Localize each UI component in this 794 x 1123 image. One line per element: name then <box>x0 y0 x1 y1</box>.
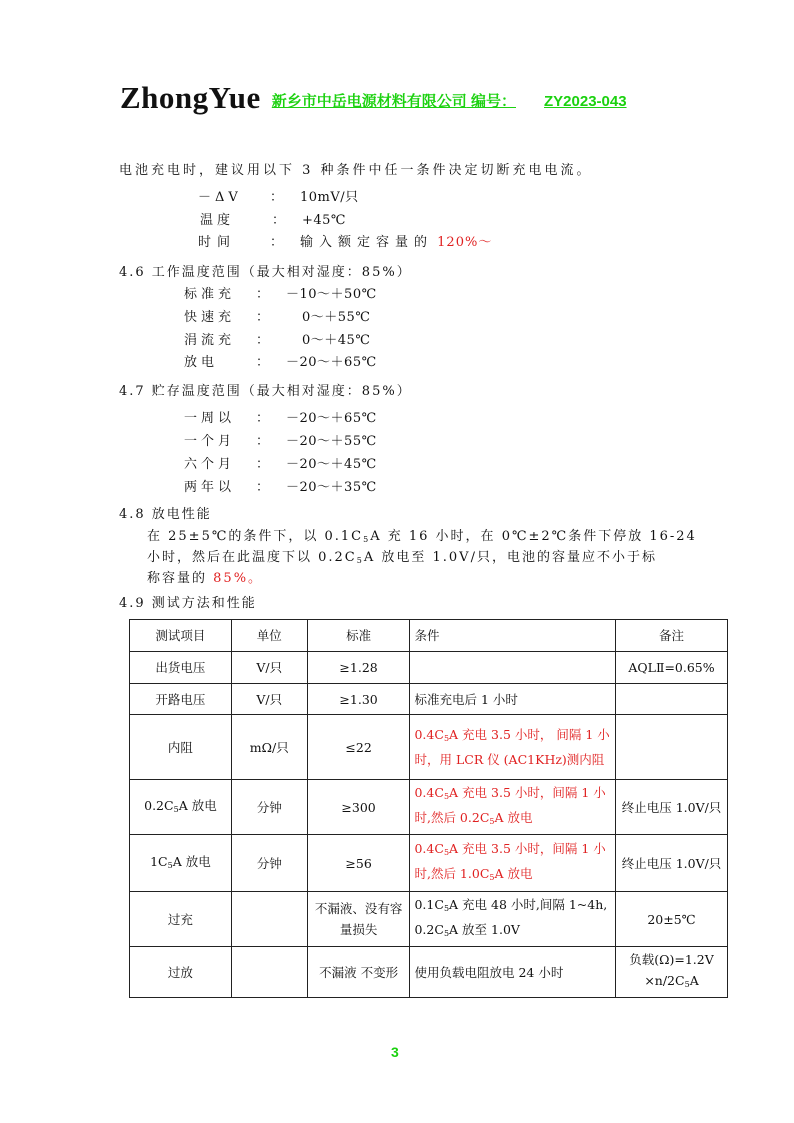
storage-row: 一周以 ： －20～＋65℃ <box>184 411 377 426</box>
company-line <box>272 93 627 110</box>
temp-row: 标准充 ： －10～＋50℃ <box>184 287 377 302</box>
table-row: $1C_5A$ 放电 分钟 ≥56 $0.4C_5A$ 充电 3.5 小时，间隔 1 小时,然后 $1.0C_5A$ 放电 终止电压 1.0V/只 <box>130 835 728 892</box>
section-4-7-title: 4.7 贮存温度范围（最大相对湿度：85%） <box>119 384 412 399</box>
table-row: 过放 不漏液 不变形 使用负载电阻放电 24 小时 负载$(\Omega)=1.2V \times n/2C_5A$ <box>130 947 728 998</box>
cutoff-time-value: 120%～ <box>437 235 493 250</box>
table-header: 标准 <box>307 620 410 652</box>
temp-row: 涓流充 ： 0～＋45℃ <box>184 333 371 348</box>
cutoff-key: 时间 <box>198 235 237 250</box>
table-row: 出货电压 V/只 ≥1.28 AQLⅡ=0.65% <box>130 652 728 684</box>
table-header: 条件 <box>410 620 616 652</box>
section-4-8-title: 4.8 放电性能 <box>119 507 212 522</box>
table-row: 内阻 mΩ/只 ≤22 $0.4C_5A$ 充电 3.5 小时， 间隔 1 小时，用 LCR 仪 (AC1KHz)测内阻 <box>130 715 728 780</box>
section-4-6-title: 4.6 工作温度范围（最大相对湿度：85%） <box>119 265 412 280</box>
cutoff-key: 温度 <box>200 213 235 228</box>
table-header: 单位 <box>231 620 307 652</box>
table-row: 开路电压 V/只 ≥1.30 标准充电后 1 小时 <box>130 684 728 715</box>
discharge-paragraph: 在 25±5℃的条件下，以 $0.1C_5A$ 充 16 小时，在 0℃±2℃条件下停放 16-24 <box>147 529 697 544</box>
intro-text: 电池充电时，建议用以下 3 种条件中任一条件决定切断充电电流。 <box>119 163 593 178</box>
table-header: 备注 <box>616 620 728 652</box>
test-table <box>129 619 728 998</box>
storage-row: 六个月 ： －20～＋45℃ <box>184 457 377 472</box>
page-number: 3 <box>391 1044 399 1060</box>
cutoff-row: －ΔV ： 10mV/只 <box>198 186 359 205</box>
cutoff-row: 温度 ： +45℃ <box>200 209 346 228</box>
discharge-paragraph: 小时，然后在此温度下以 $0.2C_5A$ 放电至 1.0V/只，电池的容量应不小于标 <box>147 550 657 565</box>
cutoff-row: 时间 ： 输入额定容量的 120%～ <box>198 231 492 250</box>
table-header: 测试项目 <box>130 620 232 652</box>
cutoff-key: －ΔV <box>198 190 242 205</box>
doc-code: ZY2023-043 <box>544 93 627 110</box>
storage-row: 一个月 ： －20～＋55℃ <box>184 434 377 449</box>
doc-code-label: 编号： <box>470 93 516 110</box>
page-header <box>120 80 627 116</box>
table-header-row <box>130 620 728 652</box>
temp-row: 放电 ： －20～＋65℃ <box>184 355 377 370</box>
temp-row: 快速充 ： 0～＋55℃ <box>184 310 371 325</box>
discharge-paragraph: 称容量的 85%。 <box>147 571 264 586</box>
table-row: $0.2C_5A$ 放电 分钟 ≥300 $0.4C_5A$ 充电 3.5 小时，间隔 1 小时,然后 $0.2C_5A$ 放电 终止电压 1.0V/只 <box>130 780 728 835</box>
section-4-9-title: 4.9 测试方法和性能 <box>119 596 257 611</box>
table-row: 过充 不漏液、没有容量损失 $0.1C_5A$ 充电 48 小时,间隔 1~4h, $0.2C_5A$ 放至 1.0V 20±5℃ <box>130 892 728 947</box>
company-name: 新乡市中岳电源材料有限公司 <box>271 93 467 110</box>
brand-name: ZhongYue <box>120 80 261 115</box>
storage-row: 两年以 ： －20～＋35℃ <box>184 480 377 495</box>
